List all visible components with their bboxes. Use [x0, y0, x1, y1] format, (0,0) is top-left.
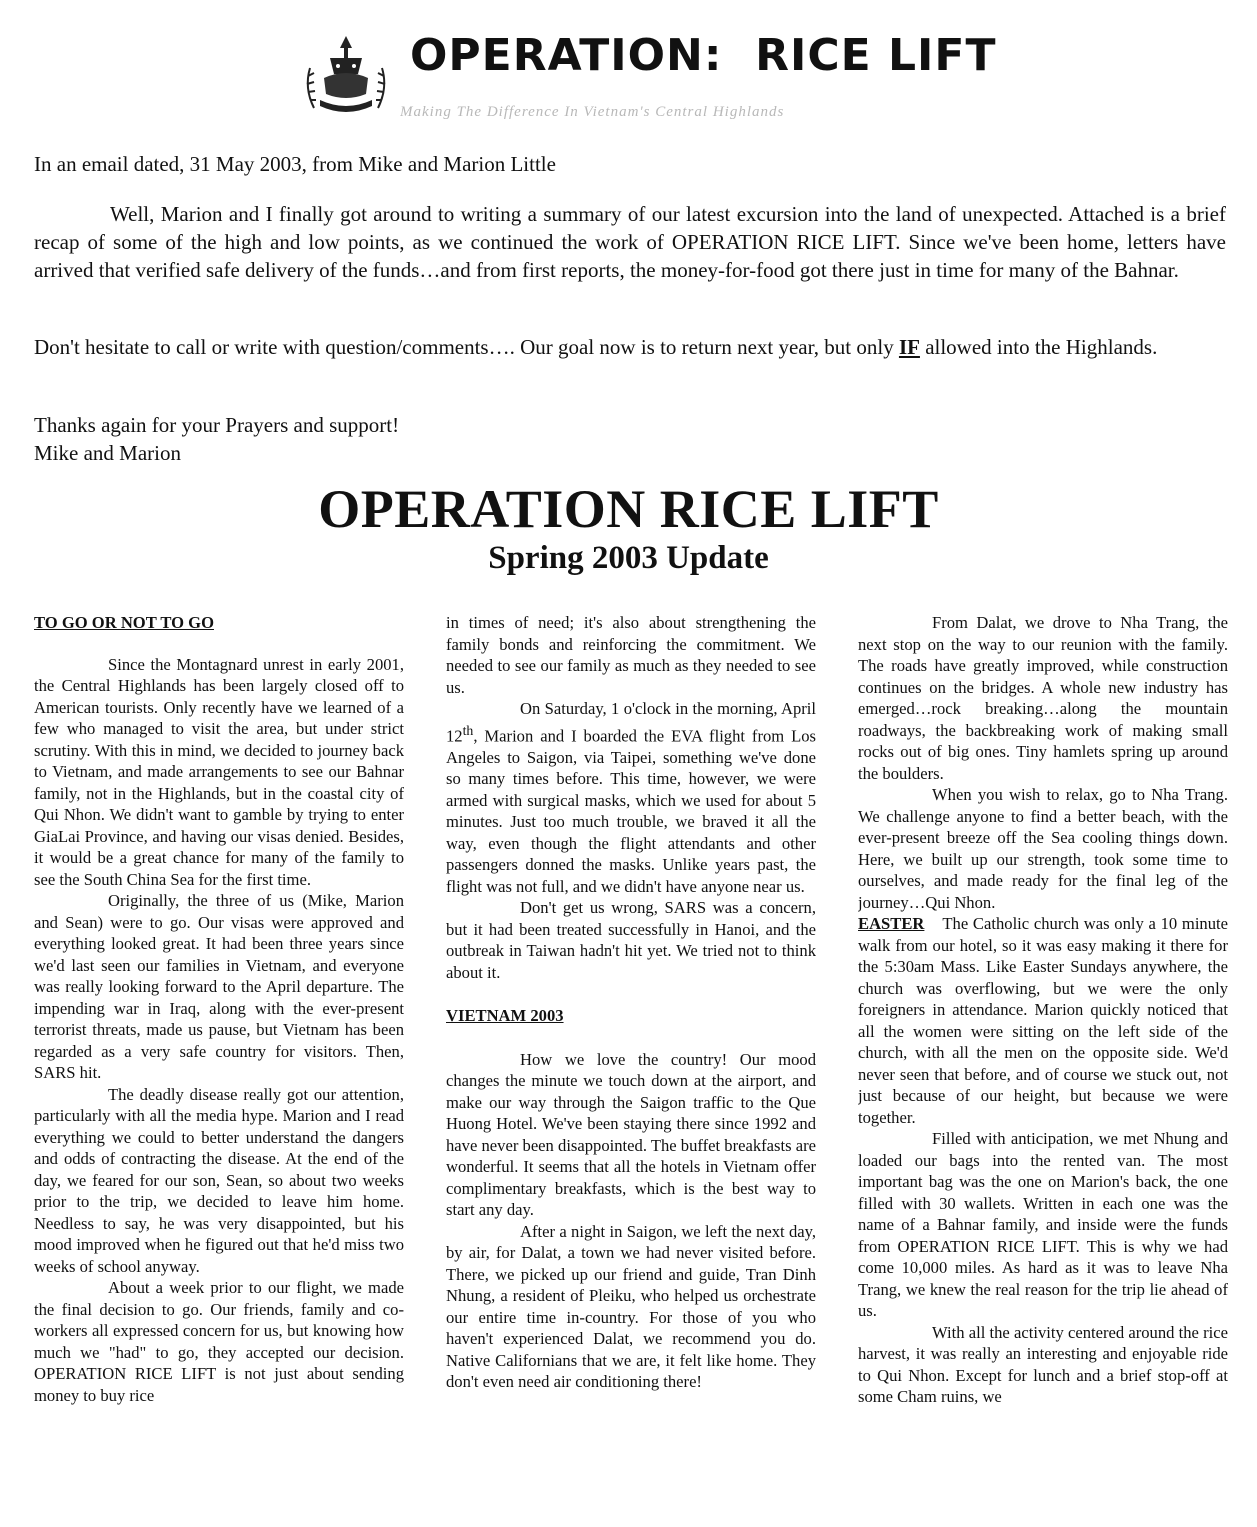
- col3-paragraph: Filled with anticipation, we met Nhung and loaded our bags into the rented van. The most important bag was the one on Marion's back, the one filled with 30 wallets. Written in each one was the name of a Bahnar family, and inside were the funds from OPERATION RICE LIFT. This is why we had come 10,000 miles. As hard as it was to leave Nha Trang, we knew the real reason for the trip lie ahead of us.: [858, 1129, 1228, 1320]
- col2-paragraph: in times of need; it's also about strengthening the family bonds and reinforcing the commitment. We needed to see our family as much as they needed to see us.: [446, 613, 816, 697]
- col1-paragraph: Originally, the three of us (Mike, Marion and Sean) were to go. Our visas were approved and everything looked great. It had been three years since we'd last seen our families in Vietnam, and everyone was really looking forward to the April departure. The impending war in Iraq, along with the ever-present terrorist threats, made us pause, but Vietnam has been regarded as a very safe country for visitors. Then, SARS hit.: [34, 891, 404, 1082]
- signature-line: Mike and Marion: [34, 441, 181, 465]
- article-subtitle: Spring 2003 Update: [488, 540, 769, 576]
- col2-paragraph: Don't get us wrong, SARS was a concern, but it had been treated successfully in Hanoi, and the outbreak in Taiwan hadn't hit yet. We tried not to think about it.: [446, 898, 816, 982]
- intro-paragraph: [34, 200, 1226, 284]
- article-title: OPERATION RICE LIFT: [318, 479, 939, 539]
- article-column-2: [446, 612, 816, 1512]
- email-line: [34, 150, 1226, 178]
- col3-p3-text: The Catholic church was only a 10 minute walk from our hotel, so it was easy making it there for the 5:30am Mass. Like Easter Sundays anywhere, the church was overflowing, but we were the only foreigners in attendance. Marion quickly noticed that all the women were sitting on the left side of the church, with all the men on the opposite side. We'd never seen that before, and of course we stuck out, not just because of our height, but because we were together.: [858, 914, 1228, 1127]
- col1-paragraph: About a week prior to our flight, we made the final decision to go. Our friends, family and co-workers all expressed concern for us, but knowing how much we "had" to go, they accepted our decision. OPERATION RICE LIFT is not just about sending money to buy rice: [34, 1278, 404, 1405]
- thanks-block: [34, 411, 1226, 467]
- section-heading-to-go: TO GO OR NOT TO GO: [34, 613, 214, 632]
- goal-if-emphasis: IF: [898, 335, 920, 359]
- intro-paragraph-text: Well, Marion and I finally got around to writing a summary of our latest excursion into the land of unexpected. Attached is a brief recap of some of the high and low points, as we continued the work of OPERATION RICE LIFT. Since we've been home, letters have arrived that verified safe delivery of the funds…and from first reports, the money-for-food got there just in time for many of the Bahnar.: [34, 202, 1226, 282]
- goal-paragraph: [34, 333, 1226, 361]
- goal-text-before: Don't hesitate to call or write with question/comments…. Our goal now is to return next year, but only: [34, 335, 899, 359]
- brand-title: OPERATION: RICE LIFT: [410, 30, 997, 81]
- col2-p2-start: On Saturday, 1 o'clock in the morning, April 12: [446, 699, 816, 746]
- col3-paragraph: When you wish to relax, go to Nha Trang. We challenge anyone to find a better beach, with the ever-present breeze off the Sea cooling things down. Here, we built up our strength, took some time to ourselves, and made ready for the final leg of the journey…Qui Nhon.: [858, 785, 1228, 912]
- col2-paragraph: [446, 698, 816, 897]
- col3-paragraph: With all the activity centered around the rice harvest, it was really an interesting and enjoyable ride to Qui Nhon. Except for lunch and a brief stop-off at some Cham ruins, we: [858, 1322, 1228, 1406]
- thanks-line: Thanks again for your Prayers and support!: [34, 413, 400, 437]
- col2-p2-sup: th: [462, 722, 474, 738]
- article-column-3: [858, 612, 1228, 1512]
- col3-paragraph: From Dalat, we drove to Nha Trang, the next stop on the way to our reunion with the family. The roads have greatly improved, while construction continues on the bridges. A whole new industry has emerged…rock breaking…along the mountain roadways, the backbreaking work of making small rocks out of big ones. Tiny hamlets spring up around the boulders.: [858, 613, 1228, 783]
- col3-paragraph: [858, 913, 1228, 1128]
- article-column-1: [34, 612, 404, 1512]
- brand-tagline: Making The Difference In Vietnam's Central Highlands: [400, 104, 785, 120]
- rice-lift-logo-icon: [300, 28, 392, 120]
- section-heading-easter: EASTER: [858, 914, 925, 933]
- goal-text-after: allowed into the Highlands.: [919, 335, 1158, 359]
- col2-paragraph: How we love the country! Our mood changes the minute we touch down at the airport, and make our way through the Saigon traffic to the Que Huong Hotel. We've been staying there since 1992 and have never been disappointed. The buffet breakfasts are wonderful. It seems that all the hotels in Vietnam offer complimentary breakfasts, which is the best way to start any day.: [446, 1049, 816, 1220]
- col1-paragraph: Since the Montagnard unrest in early 2001, the Central Highlands has been largely closed off to American tourists. Only recently have we learned of a few who managed to visit the area, but under strict scrutiny. With this in mind, we decided to journey back to Vietnam, and made arrangements to see our Bahnar family, not in the Highlands, but in the coastal city of Qui Nhon. We didn't want to gamble by trying to enter GiaLai Province, and having our visas denied. Besides, it would be a great chance for many of the family to see the South China Sea for the first time.: [34, 654, 404, 889]
- section-heading-vietnam: VIETNAM 2003: [446, 1006, 564, 1026]
- col1-paragraph: The deadly disease really got our attention, particularly with all the media hype. Marion and I read everything we could to better understand the dangers and odds of contracting the disease. At the end of the day, we feared for our son, Sean, so about two weeks prior to the trip, we decided to leave him home. Needless to say, he was very disappointed, but his mood improved when he figured out that he'd miss two weeks of school anyway.: [34, 1084, 404, 1276]
- email-line-text: In an email dated, 31 May 2003, from Mike and Marion Little: [34, 152, 556, 176]
- col2-paragraph: After a night in Saigon, we left the next day, by air, for Dalat, a town we had never visited before. There, we picked up our friend and guide, Tran Dinh Nhung, a resident of Pleiku, who helped us orchestrate our entire time in-country. For those of you who haven't experienced Dalat, we recommend you do. Native Californians that we are, it felt like home. They don't even need air conditioning there!: [446, 1221, 816, 1392]
- col2-p2-rest: , Marion and I boarded the EVA flight from Los Angeles to Saigon, via Taipei, something we've done so many times before. This time, however, we were armed with surgical masks, which we used for about 5 minutes. Just too much trouble, we braved it all the way, even though the flight attendants and other passengers donned the masks. Unlike years past, the flight was not full, and we didn't have anyone near us.: [446, 726, 816, 896]
